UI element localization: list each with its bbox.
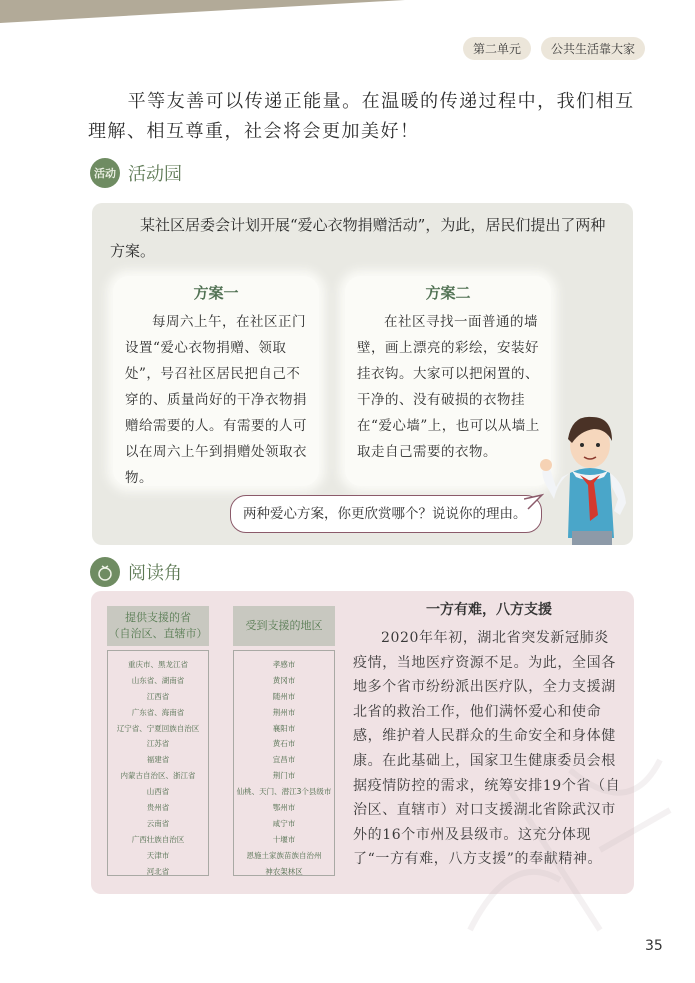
plan-body-text: 在社区寻找一面普通的墙壁，画上漂亮的彩绘，安装好挂衣钩。大家可以把闲置的、干净的、没有破损的衣物挂在“爱心墙”上，也可以从墙上取走自己需要的衣物。 xyxy=(357,314,540,460)
list-item: 神农架林区 xyxy=(265,866,303,876)
column-header xyxy=(107,606,209,646)
list-item: 随州市 xyxy=(272,691,296,701)
column-header xyxy=(233,606,335,646)
top-decorative-band xyxy=(0,0,695,30)
list-item: 咸宁市 xyxy=(272,818,296,828)
list-item: 江苏省 xyxy=(146,739,170,749)
list-item: 鄂州市 xyxy=(272,803,296,813)
supporting-provinces-column xyxy=(107,606,209,876)
list-item: 江西省 xyxy=(146,691,170,701)
list-item: 荆门市 xyxy=(272,771,296,781)
unit-title: 公共生活靠大家 xyxy=(541,37,645,60)
list-item: 云南省 xyxy=(146,818,170,828)
plan-body xyxy=(357,309,541,465)
activity-intro-text: 某社区居委会计划开展“爱心衣物捐赠活动”，为此，居民们提出了两种方案。 xyxy=(110,216,606,260)
list-item: 荆州市 xyxy=(272,707,296,717)
list-item: 重庆市、黑龙江省 xyxy=(128,660,188,669)
reading-section-heading xyxy=(90,557,182,587)
list-item: 十堰市 xyxy=(272,834,296,844)
story-body-text: 2020年年初，湖北省突发新冠肺炎疫情，当地医疗资源不足。为此，全国各地多个省市纷纷派出医疗队，全力支援湖北省的救治工作，他们满怀爱心和使命感，维护着人民群众的生命安全和身体健康。在此基础上，国家卫生健康委员会根据疫情防控的需求，统筹安排19个省（自治区、直辖市）对口支援湖北省除武汉市外的16个市州及县级市。这充分体现了“一方有难，八方支援”的奉献精神。 xyxy=(353,630,621,868)
activity-box xyxy=(92,203,633,545)
activity-icon-text: 活动 xyxy=(94,167,116,180)
list-item: 贵州省 xyxy=(146,803,170,813)
list-item: 天津市 xyxy=(146,850,170,860)
activity-garden-icon xyxy=(90,158,120,188)
list-item: 黄石市 xyxy=(272,739,296,749)
list-item: 辽宁省、宁夏回族自治区 xyxy=(116,723,200,733)
column-header-line1: 受到支援的地区 xyxy=(245,619,323,632)
activity-section-title: 活动园 xyxy=(128,164,182,185)
list-item: 孝感市 xyxy=(272,660,296,669)
intro-text: 平等友善可以传递正能量。在温暖的传递过程中，我们相互理解、相互尊重，社会将会更加美好！ xyxy=(88,91,635,142)
plan-body xyxy=(125,309,309,491)
reading-section-title: 阅读角 xyxy=(128,563,182,584)
boy-illustration xyxy=(532,403,632,545)
story-title: 一方有难，八方支援 xyxy=(426,602,552,618)
column-header-line1: 提供支援的省 xyxy=(125,611,191,624)
list-item: 内蒙古自治区、浙江省 xyxy=(120,771,196,781)
supported-regions-column xyxy=(233,606,335,876)
list-item: 广东省、海南省 xyxy=(131,707,185,717)
reading-corner-icon xyxy=(90,557,120,587)
list-item: 广西壮族自治区 xyxy=(131,834,185,844)
province-list xyxy=(107,650,209,876)
book-ring-icon xyxy=(95,562,115,582)
list-item: 河北省 xyxy=(146,866,170,876)
activity-intro xyxy=(110,212,620,264)
plan-card-1 xyxy=(113,276,319,486)
plan-card-2 xyxy=(345,276,551,486)
plan-title: 方案二 xyxy=(425,284,471,302)
list-item: 仙桃、天门、潜江3个县级市 xyxy=(236,787,332,797)
plan-body-text: 每周六上午，在社区正门设置“爱心衣物捐赠、领取处”，号召社区居民把自己不穿的、质量尚好的干净衣物捐赠给需要的人。有需要的人可以在周六上午到捐赠处领取衣物。 xyxy=(125,314,307,486)
list-item: 山西省 xyxy=(146,787,170,797)
header-tags xyxy=(463,37,645,60)
list-item: 黄冈市 xyxy=(272,675,296,685)
list-item: 襄阳市 xyxy=(272,723,296,733)
plan-title: 方案一 xyxy=(193,284,239,302)
speech-bubble-text: 两种爱心方案，你更欣赏哪个？说说你的理由。 xyxy=(243,506,527,522)
activity-section-heading xyxy=(90,158,182,188)
list-item: 福建省 xyxy=(146,755,170,765)
list-item: 宜昌市 xyxy=(272,755,296,765)
page-number: 35 xyxy=(645,938,663,954)
list-item: 山东省、湖南省 xyxy=(131,675,185,685)
speech-bubble-tail xyxy=(524,493,544,513)
list-item: 恩施土家族苗族自治州 xyxy=(246,850,322,860)
unit-label: 第二单元 xyxy=(463,37,531,60)
column-header-line2: （自治区、直辖市） xyxy=(108,627,208,640)
region-list xyxy=(233,650,335,876)
watermark xyxy=(450,730,680,960)
intro-paragraph xyxy=(88,87,638,147)
speech-bubble xyxy=(230,495,542,533)
